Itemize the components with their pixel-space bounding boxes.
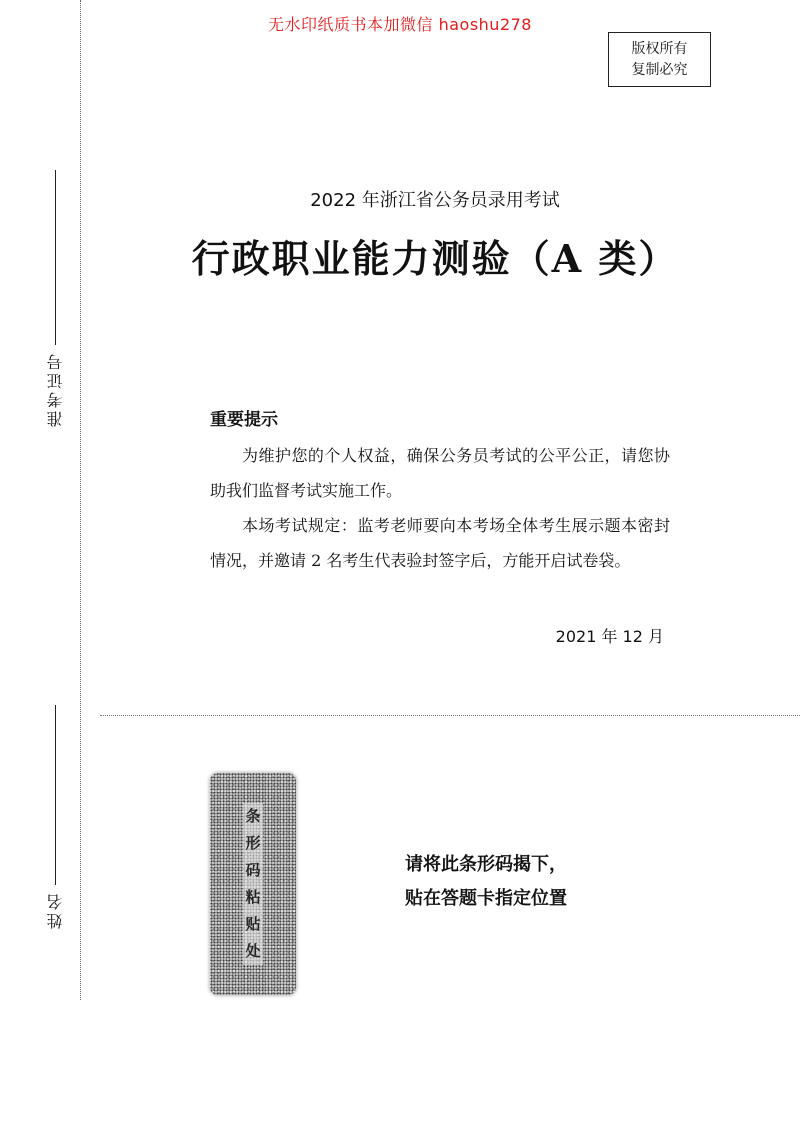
notice-paragraph-1: 为维护您的个人权益，确保公务员考试的公平公正，请您协助我们监督考试实施工作。	[210, 446, 670, 500]
instruction-line-2: 贴在答题卡指定位置	[405, 888, 567, 909]
binding-dotted-line	[80, 0, 81, 1000]
copyright-line-1: 版权所有	[631, 40, 688, 57]
watermark-text: 无水印纸质书本加微信 haoshu278	[268, 15, 532, 34]
barcode-label-char: 形	[243, 830, 262, 857]
notice-paragraph-2: 本场考试规定：监考老师要向本考场全体考生展示题本密封情况，并邀请 2 名考生代表验封签字后，方能开启试卷袋。	[210, 516, 670, 570]
exam-title: 行政职业能力测验（A 类）	[191, 236, 679, 281]
name-label: 姓名	[45, 891, 65, 929]
barcode-label-char: 条	[243, 803, 262, 830]
admission-number-label: 准考证号	[45, 351, 65, 427]
barcode-instruction	[405, 848, 567, 916]
barcode-label-char: 粘	[243, 884, 262, 911]
name-field[interactable]	[40, 705, 70, 929]
barcode-label-char: 处	[243, 938, 262, 965]
name-write-line	[55, 705, 56, 885]
notice-heading: 重要提示	[210, 410, 278, 430]
notice-date: 2021 年 12 月	[555, 627, 664, 646]
barcode-label-char: 贴	[243, 911, 262, 938]
copyright-box	[608, 32, 711, 87]
barcode-label-char: 码	[243, 857, 262, 884]
barcode-sticker-area[interactable]	[210, 773, 296, 995]
exam-subtitle: 2022 年浙江省公务员录用考试	[310, 190, 560, 211]
copyright-line-2: 复制必究	[631, 61, 688, 78]
perforation-line	[100, 715, 800, 716]
instruction-line-1: 请将此条形码揭下，	[405, 854, 567, 875]
